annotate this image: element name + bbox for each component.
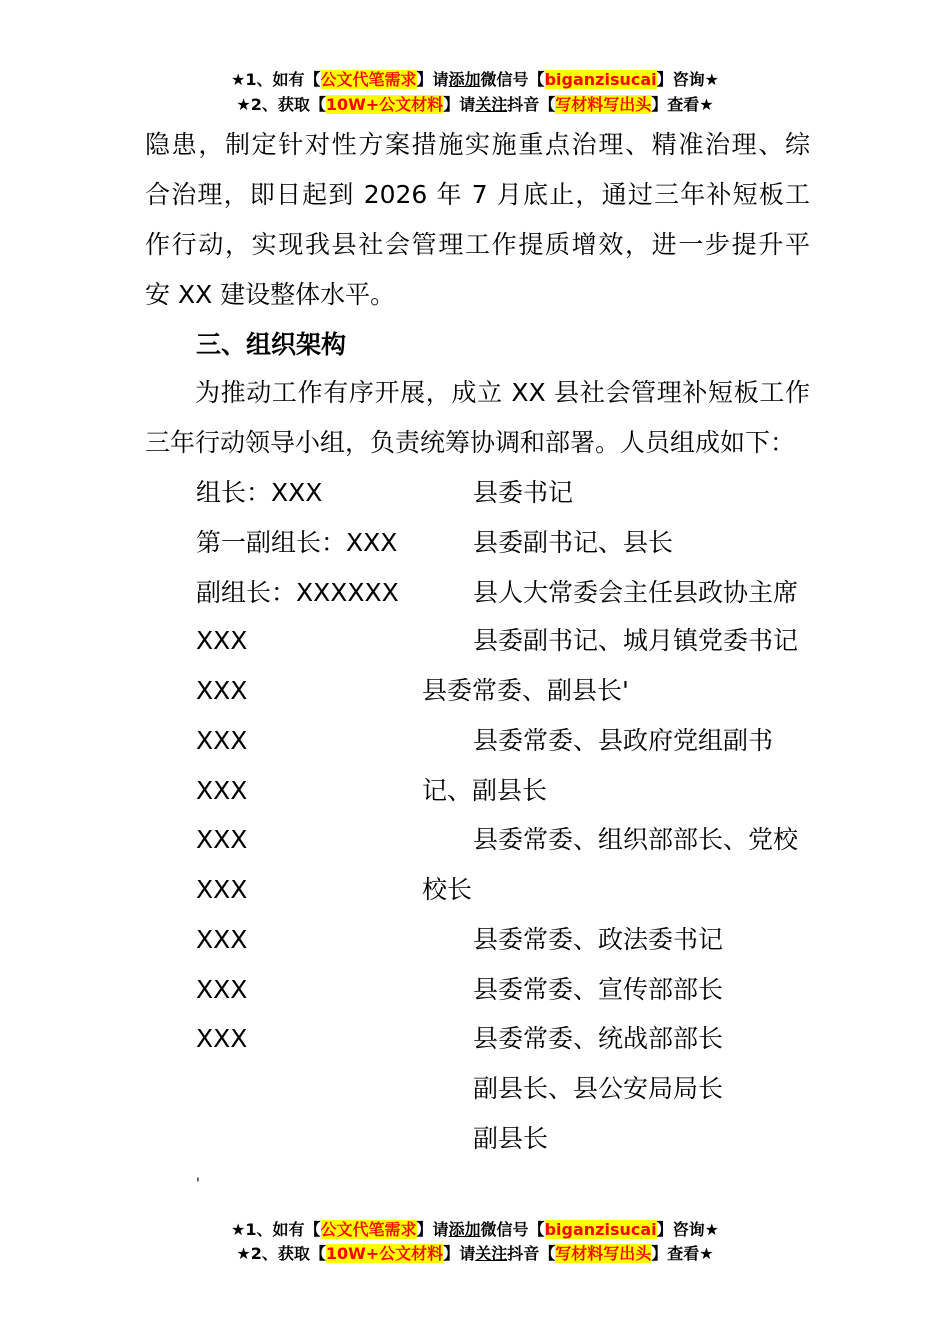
member-name: XXX [196, 626, 248, 655]
section-heading: 三、组织架构 [196, 330, 347, 359]
paragraph-line: 合治理，即日起到 2026 年 7 月底止，通过三年补短板工 [145, 180, 810, 209]
member-name: XXX [196, 1024, 248, 1053]
paragraph-line: 为推动工作有序开展，成立 XX 县社会管理补短板工作 [195, 378, 810, 407]
member-role: 校长 [422, 875, 473, 904]
top-banner-line-1: ★1、如有【公文代笔需求】请添加微信号【biganzisucai】咨询★ [231, 70, 719, 89]
top-banner-line-2: ★2、获取【10W+公文材料】请关注抖音【写材料写出头】查看★ [236, 95, 714, 114]
member-name: XXX [196, 825, 248, 854]
bottom-banner-line-2: ★2、获取【10W+公文材料】请关注抖音【写材料写出头】查看★ [236, 1244, 714, 1263]
member-name: XXX [196, 776, 248, 805]
body-paragraph-2 [145, 368, 810, 468]
member-role: 副县长 [473, 1124, 549, 1153]
member-name: XXX [196, 875, 248, 904]
member-role: 县人大常委会主任县政协主席 [473, 578, 799, 607]
banner-highlight: 公文代笔需求 [320, 1220, 417, 1239]
member-role: 县委常委、宣传部部长 [473, 975, 724, 1004]
paragraph-line: 三年行动领导小组，负责统筹协调和部署。人员组成如下： [145, 428, 796, 457]
banner-wechat-id: biganzisucai [544, 70, 657, 89]
banner-highlight: 10W+公文材料 [325, 95, 444, 114]
banner-highlight: 公文代笔需求 [320, 70, 417, 89]
banner-highlight: 10W+公文材料 [325, 1244, 444, 1263]
member-role: 县委常委、政法委书记 [473, 925, 724, 954]
stray-mark: ' [196, 1176, 200, 1192]
member-role: 副县长、县公安局局长 [473, 1074, 724, 1103]
member-name: 副组长：XXXXXX [196, 578, 399, 607]
member-role: 县委副书记、县长 [473, 528, 674, 557]
member-name: XXX [196, 975, 248, 1004]
member-role: 县委书记 [473, 478, 574, 507]
member-name: 第一副组长：XXX [196, 528, 398, 557]
member-role: 县委副书记、城月镇党委书记 [473, 626, 799, 655]
paragraph-line: 作行动，实现我县社会管理工作提质增效，进一步提升平 [145, 230, 810, 259]
member-role: 县委常委、县政府党组副书 [473, 726, 774, 755]
member-name: XXX [196, 726, 248, 755]
banner-wechat-id: biganzisucai [544, 1220, 657, 1239]
member-name: XXX [196, 676, 248, 705]
member-name: XXX [196, 925, 248, 954]
paragraph-line: 隐患，制定针对性方案措施实施重点治理、精准治理、综 [145, 130, 810, 159]
body-paragraph-1 [145, 120, 810, 320]
member-role: 县委常委、副县长' [422, 676, 629, 705]
member-role: 记、副县长 [422, 776, 548, 805]
member-role: 县委常委、组织部部长、党校 [473, 825, 799, 854]
banner-douyin-id: 写材料写出头 [555, 95, 652, 114]
bottom-banner-line-1: ★1、如有【公文代笔需求】请添加微信号【biganzisucai】咨询★ [231, 1220, 719, 1239]
paragraph-line: 安 XX 建设整体水平。 [145, 280, 396, 309]
member-role: 县委常委、统战部部长 [473, 1024, 724, 1053]
member-name: 组长：XXX [196, 478, 323, 507]
banner-douyin-id: 写材料写出头 [555, 1244, 652, 1263]
